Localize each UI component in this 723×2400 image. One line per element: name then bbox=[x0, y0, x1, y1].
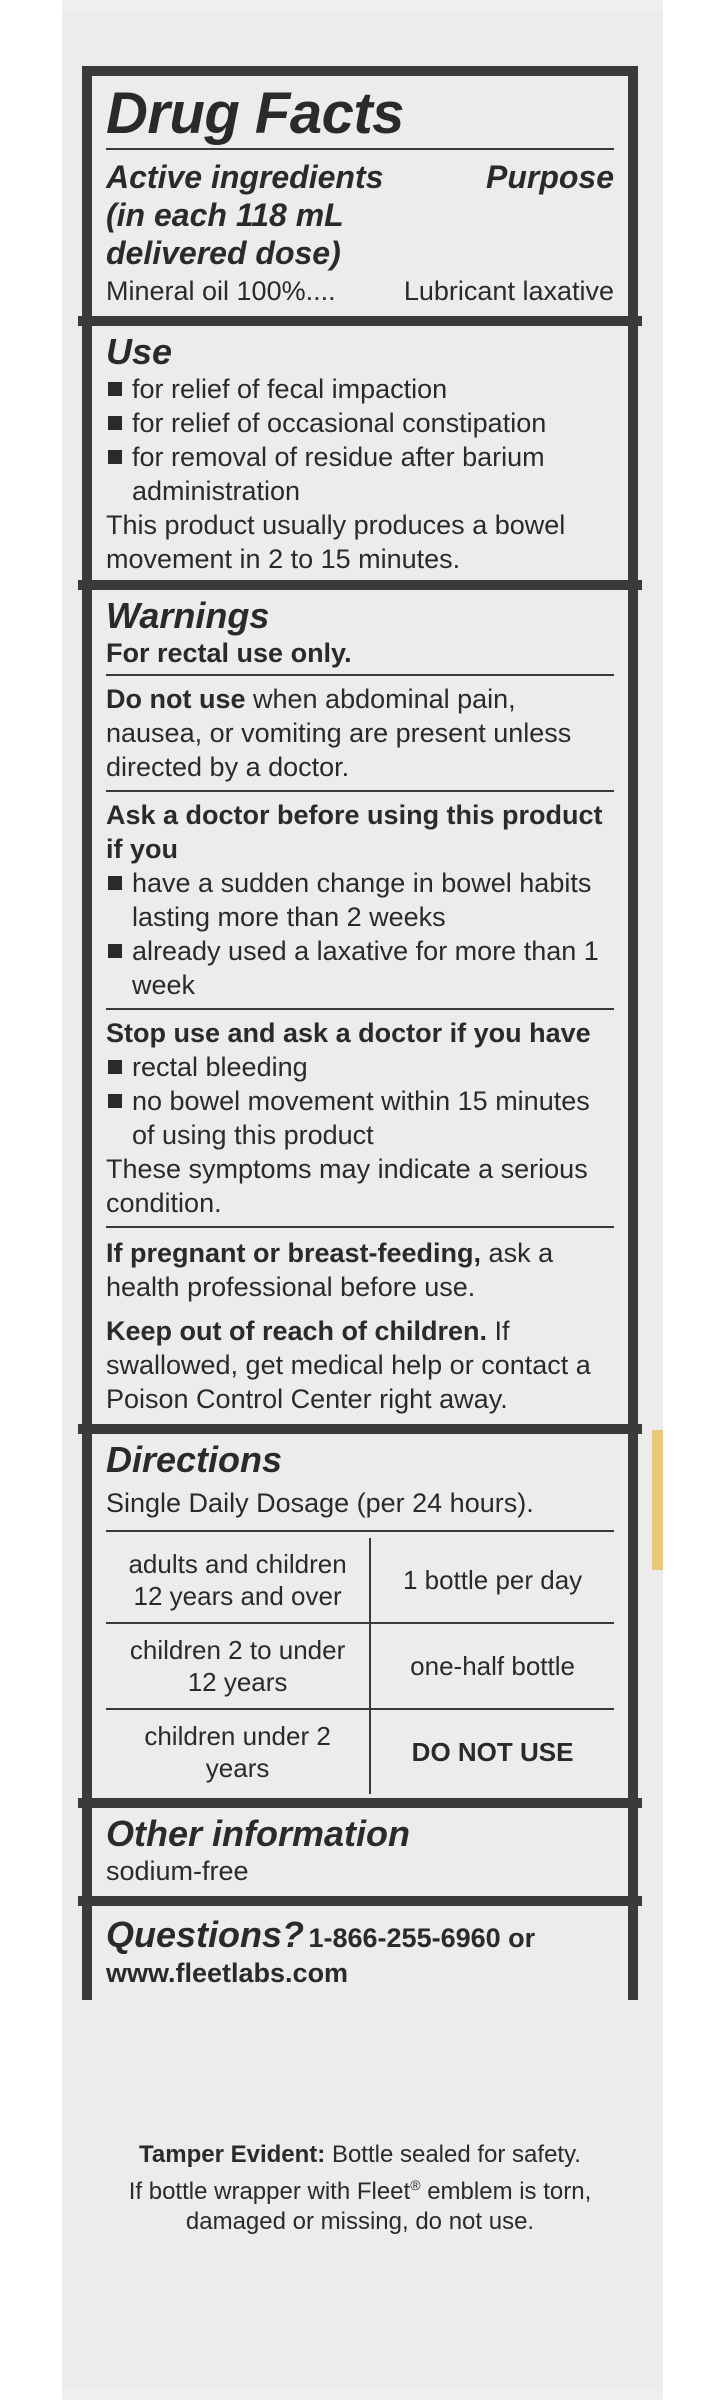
dosage-who: adults and children 12 years and over bbox=[106, 1538, 370, 1623]
questions-line bbox=[106, 1914, 614, 1956]
dosage-amount: DO NOT USE bbox=[370, 1709, 614, 1794]
use-title: Use bbox=[106, 331, 173, 372]
ingredient-name: Mineral oil 100%.... bbox=[106, 276, 336, 306]
title-rule bbox=[106, 148, 614, 150]
tamper-evident-notice: Tamper Evident: Bottle sealed for safety. If bottle wrapper with Fleet® emblem is torn, damaged or missing, do not use. bbox=[128, 2141, 592, 2235]
active-sub-1: (in each 118 mL bbox=[106, 197, 344, 233]
table-row bbox=[106, 1709, 614, 1794]
stop-use-heading: Stop use and ask a doctor if you have bbox=[106, 1018, 591, 1048]
background-left bbox=[0, 0, 62, 2400]
purpose-heading: Purpose bbox=[485, 159, 614, 195]
bullet-square-icon bbox=[108, 1060, 122, 1074]
pregnant-warning: If pregnant or breast-feeding, ask a health professional before use. bbox=[106, 1238, 554, 1302]
stop-note: These symptoms may indicate a serious condition. bbox=[106, 1154, 588, 1218]
rule bbox=[106, 1008, 614, 1010]
use-section bbox=[92, 326, 628, 580]
dosage-amount: 1 bottle per day bbox=[402, 1565, 583, 1595]
drug-facts-title: Drug Facts bbox=[106, 81, 404, 146]
ingredient-row bbox=[106, 274, 614, 308]
section-divider bbox=[78, 1798, 642, 1808]
active-header-row bbox=[106, 158, 614, 196]
ask-doctor-heading: Ask a doctor before using this product if you bbox=[106, 800, 603, 864]
ingredient-purpose: Lubricant laxative bbox=[403, 276, 614, 306]
use-bullet: for removal of residue after barium administration bbox=[106, 440, 614, 508]
ask-bullet: already used a laxative for more than 1 week bbox=[106, 934, 614, 1002]
warnings-title: Warnings bbox=[106, 595, 270, 636]
rectal-use-only: For rectal use only. bbox=[106, 638, 352, 668]
dosage-amount: one-half bottle bbox=[370, 1623, 614, 1709]
other-info-title: Other information bbox=[106, 1813, 410, 1854]
rule bbox=[106, 790, 614, 792]
warnings-section bbox=[92, 590, 628, 1424]
rule bbox=[106, 674, 614, 676]
keep-out-warning: Keep out of reach of children. If swallowed, get medical help or contact a Poison Control Center right away. bbox=[106, 1316, 591, 1414]
active-ingredients-heading: Active ingredients bbox=[106, 159, 384, 195]
do-not-use: Do not use when abdominal pain, nausea, or vomiting are present unless directed by a doctor. bbox=[106, 684, 572, 782]
bullet-square-icon bbox=[108, 876, 122, 890]
other-info-text: sodium-free bbox=[106, 1856, 249, 1886]
dosage-note: Single Daily Dosage (per 24 hours). bbox=[106, 1488, 534, 1518]
stop-bullet: rectal bleeding bbox=[106, 1050, 614, 1084]
use-bullet: for relief of occasional constipation bbox=[106, 406, 614, 440]
drug-facts-header-section bbox=[92, 76, 628, 316]
background-right bbox=[663, 0, 723, 2400]
active-sub-2: delivered dose) bbox=[106, 235, 341, 271]
table-row bbox=[106, 1538, 614, 1623]
questions-website: www.fleetlabs.com bbox=[106, 1958, 349, 1988]
use-bullet: for relief of fecal impaction bbox=[106, 372, 614, 406]
use-note: This product usually produces a bowel movement in 2 to 15 minutes. bbox=[106, 510, 566, 574]
section-divider bbox=[78, 1424, 642, 1434]
rule bbox=[106, 1226, 614, 1228]
dosage-table bbox=[106, 1538, 614, 1794]
questions-phone: 1-866-255-6960 or bbox=[308, 1923, 536, 1953]
dosage-who: children 2 to under 12 years bbox=[106, 1623, 370, 1709]
bullet-square-icon bbox=[108, 416, 122, 430]
drug-facts-panel bbox=[82, 66, 638, 2000]
section-divider bbox=[78, 580, 642, 590]
other-info-section bbox=[92, 1808, 628, 1896]
rule bbox=[106, 1530, 614, 1532]
bullet-square-icon bbox=[108, 382, 122, 396]
bullet-square-icon bbox=[108, 1094, 122, 1108]
bullet-square-icon bbox=[108, 944, 122, 958]
questions-label: Questions? bbox=[106, 1914, 305, 1955]
section-divider bbox=[78, 316, 642, 326]
directions-title: Directions bbox=[106, 1439, 283, 1480]
directions-section bbox=[92, 1434, 628, 1798]
package-edge bbox=[652, 1430, 663, 1570]
ask-bullet: have a sudden change in bowel habits lasting more than 2 weeks bbox=[106, 866, 614, 934]
questions-section bbox=[92, 1906, 628, 2000]
stop-bullet: no bowel movement within 15 minutes of using this product bbox=[106, 1084, 614, 1152]
section-divider bbox=[78, 1896, 642, 1906]
dosage-who: children under 2 years bbox=[106, 1709, 370, 1794]
table-row bbox=[106, 1623, 614, 1709]
bullet-square-icon bbox=[108, 450, 122, 464]
